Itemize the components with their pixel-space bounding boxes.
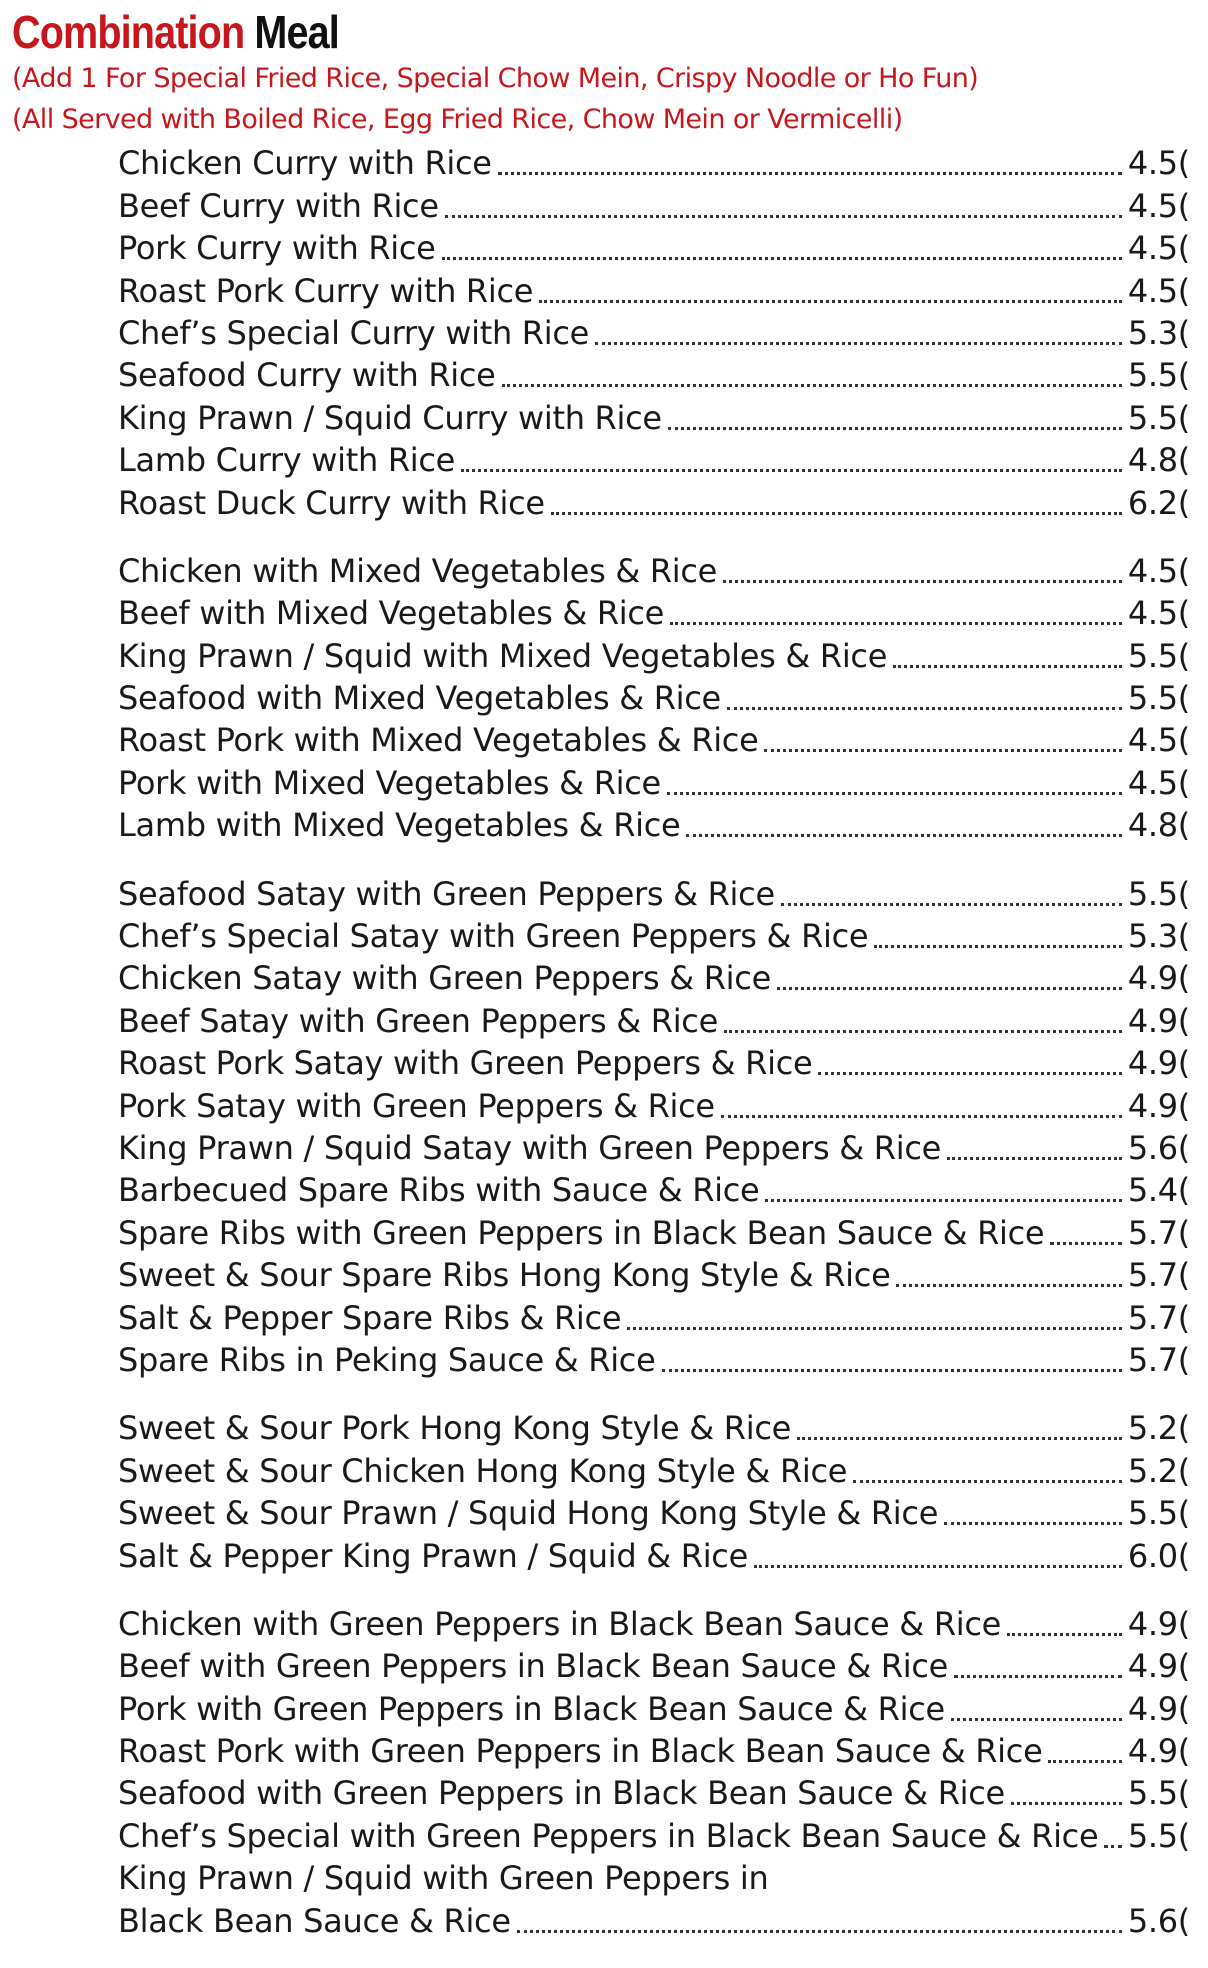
item-price: 4.9( <box>1127 959 1190 998</box>
item-name: King Prawn / Squid Satay with Green Peppers & Rice <box>118 1128 942 1167</box>
note-served-with: (All Served with Boiled Rice, Egg Fried Rice, Chow Mein or Vermicelli) <box>12 104 903 135</box>
menu-item <box>118 1603 1190 1645</box>
dot-leader <box>947 1156 1122 1160</box>
dot-leader <box>627 1326 1122 1330</box>
item-price: 5.5( <box>1127 1816 1190 1855</box>
menu-item <box>118 677 1190 719</box>
menu-list <box>118 142 1190 1968</box>
menu-item <box>118 719 1190 761</box>
menu-item <box>118 481 1190 523</box>
dot-leader <box>721 1114 1122 1118</box>
dot-leader <box>1050 1241 1122 1245</box>
menu-item <box>118 804 1190 846</box>
menu-section <box>118 872 1190 1381</box>
item-name: Barbecued Spare Ribs with Sauce & Rice <box>118 1171 760 1210</box>
menu-item <box>118 634 1190 676</box>
item-name: Chef’s Special Satay with Green Peppers & Rice <box>118 917 869 956</box>
menu-header <box>12 6 1202 140</box>
dot-leader <box>765 1198 1121 1202</box>
menu-item <box>118 1169 1190 1211</box>
menu-item <box>118 957 1190 999</box>
item-name: Chicken Satay with Green Peppers & Rice <box>118 959 771 998</box>
item-price: 5.5( <box>1127 679 1190 718</box>
menu-item <box>118 1407 1190 1449</box>
page-title <box>12 6 1035 58</box>
item-price: 5.5( <box>1127 398 1190 437</box>
menu-item <box>118 1339 1190 1381</box>
menu-item <box>118 1645 1190 1687</box>
item-price: 5.3( <box>1127 313 1190 352</box>
dot-leader <box>1011 1801 1122 1805</box>
item-price: 5.5( <box>1127 636 1190 675</box>
item-price: 5.4( <box>1127 1171 1190 1210</box>
menu-item <box>118 1492 1190 1534</box>
item-name: Seafood with Mixed Vegetables & Rice <box>118 679 721 718</box>
dot-leader <box>777 986 1122 990</box>
menu-section <box>118 142 1190 524</box>
item-price: 4.9( <box>1127 1689 1190 1728</box>
item-name: Roast Pork Satay with Green Peppers & Rice <box>118 1044 813 1083</box>
item-price: 5.2( <box>1127 1451 1190 1490</box>
dot-leader <box>670 621 1122 625</box>
item-price: 5.2( <box>1127 1409 1190 1448</box>
dot-leader <box>442 256 1122 260</box>
menu-item <box>118 142 1190 184</box>
item-name: Seafood Satay with Green Peppers & Rice <box>118 874 775 913</box>
item-name: Roast Pork with Mixed Vegetables & Rice <box>118 721 759 760</box>
item-name: Beef with Mixed Vegetables & Rice <box>118 594 665 633</box>
item-name: Chicken with Green Peppers in Black Bean Sauce & Rice <box>118 1604 1002 1643</box>
dot-leader <box>797 1436 1122 1440</box>
dot-leader <box>754 1564 1122 1568</box>
item-name: Sweet & Sour Spare Ribs Hong Kong Style & Rice <box>118 1256 891 1295</box>
item-price: 6.0( <box>1127 1536 1190 1575</box>
item-name: Sweet & Sour Prawn / Squid Hong Kong Style & Rice <box>118 1494 939 1533</box>
dot-leader <box>1104 1844 1121 1848</box>
item-name: Spare Ribs with Green Peppers in Black Bean Sauce & Rice <box>118 1213 1045 1252</box>
item-name: Beef with Green Peppers in Black Bean Sauce & Rice <box>118 1647 949 1686</box>
dot-leader <box>818 1071 1121 1075</box>
item-price: 4.5( <box>1127 721 1190 760</box>
menu-item <box>118 1772 1190 1814</box>
menu-item <box>118 1857 1190 1899</box>
menu-item <box>118 1687 1190 1729</box>
menu-item <box>118 761 1190 803</box>
dot-leader <box>781 902 1122 906</box>
item-name: Roast Pork Curry with Rice <box>118 271 534 310</box>
item-price: 5.5( <box>1127 1774 1190 1813</box>
item-name: Chef’s Special Curry with Rice <box>118 313 590 352</box>
menu-item <box>118 1084 1190 1126</box>
menu-item <box>118 1449 1190 1491</box>
dot-leader <box>668 426 1122 430</box>
item-price: 5.5( <box>1127 874 1190 913</box>
note-upgrade: (Add 1 For Special Fried Rice, Special Chow Mein, Crispy Noodle or Ho Fun) <box>12 63 979 94</box>
item-name: Pork with Mixed Vegetables & Rice <box>118 763 661 802</box>
menu-item <box>118 999 1190 1041</box>
menu-item <box>118 227 1190 269</box>
dot-leader <box>517 1929 1122 1933</box>
menu-item <box>118 354 1190 396</box>
menu-item-continuation <box>118 1899 1190 1941</box>
dot-leader <box>686 833 1121 837</box>
menu-item <box>118 1296 1190 1338</box>
dot-leader <box>662 1368 1122 1372</box>
menu-item <box>118 269 1190 311</box>
title-black-word: Meal <box>254 6 339 58</box>
dot-leader <box>498 171 1122 175</box>
menu-item <box>118 396 1190 438</box>
item-price: 5.6( <box>1127 1128 1190 1167</box>
item-name: Chicken with Mixed Vegetables & Rice <box>118 551 718 590</box>
item-price: 4.5( <box>1127 144 1190 183</box>
item-price: 5.3( <box>1127 917 1190 956</box>
dot-leader <box>896 1283 1121 1287</box>
item-price: 5.5( <box>1127 1494 1190 1533</box>
item-name: Beef Curry with Rice <box>118 186 439 225</box>
item-price: 4.5( <box>1127 594 1190 633</box>
dot-leader <box>595 341 1122 345</box>
menu-item <box>118 1211 1190 1253</box>
item-name: Salt & Pepper King Prawn / Squid & Rice <box>118 1536 748 1575</box>
item-name: Pork Satay with Green Peppers & Rice <box>118 1086 715 1125</box>
menu-item <box>118 1534 1190 1576</box>
dot-leader <box>1007 1632 1122 1636</box>
item-name: Chef’s Special with Green Peppers in Black Bean Sauce & Rice <box>118 1816 1099 1855</box>
item-price: 4.9( <box>1127 1647 1190 1686</box>
dot-leader <box>445 214 1122 218</box>
menu-item <box>118 1127 1190 1169</box>
item-price: 5.7( <box>1127 1298 1190 1337</box>
dot-leader <box>461 468 1122 472</box>
item-price: 4.9( <box>1127 1001 1190 1040</box>
menu-item <box>118 184 1190 226</box>
dot-leader <box>551 511 1122 515</box>
dot-leader <box>502 383 1122 387</box>
menu-item <box>118 550 1190 592</box>
item-name: Sweet & Sour Chicken Hong Kong Style & Rice <box>118 1451 848 1490</box>
dot-leader <box>539 299 1122 303</box>
menu-section <box>118 550 1190 847</box>
dot-leader <box>944 1521 1122 1525</box>
item-price: 4.5( <box>1127 186 1190 225</box>
menu-item <box>118 1042 1190 1084</box>
item-price: 5.7( <box>1127 1256 1190 1295</box>
item-price: 4.5( <box>1127 229 1190 268</box>
item-price: 4.9( <box>1127 1086 1190 1125</box>
item-price: 4.8( <box>1127 806 1190 845</box>
dot-leader <box>723 579 1122 583</box>
item-price: 4.5( <box>1127 271 1190 310</box>
item-name: Chicken Curry with Rice <box>118 144 492 183</box>
item-price: 5.7( <box>1127 1340 1190 1379</box>
menu-section <box>118 1407 1190 1577</box>
item-name: Seafood with Green Peppers in Black Bean Sauce & Rice <box>118 1774 1005 1813</box>
item-name: Roast Duck Curry with Rice <box>118 483 545 522</box>
item-name: Sweet & Sour Pork Hong Kong Style & Rice <box>118 1409 792 1448</box>
dot-leader <box>724 1029 1122 1033</box>
item-name-continuation: Black Bean Sauce & Rice <box>118 1901 511 1940</box>
item-name: King Prawn / Squid Curry with Rice <box>118 398 662 437</box>
item-price: 4.5( <box>1127 551 1190 590</box>
item-name: Salt & Pepper Spare Ribs & Rice <box>118 1298 622 1337</box>
menu-item <box>118 915 1190 957</box>
dot-leader <box>1048 1759 1121 1763</box>
menu-section <box>118 1603 1190 1942</box>
item-price: 5.6( <box>1127 1901 1190 1940</box>
item-price: 4.9( <box>1127 1604 1190 1643</box>
menu-item <box>118 592 1190 634</box>
menu-item <box>118 1730 1190 1772</box>
menu-item <box>118 1254 1190 1296</box>
item-name: Lamb Curry with Rice <box>118 441 456 480</box>
item-price: 6.2( <box>1127 483 1190 522</box>
item-name: Lamb with Mixed Vegetables & Rice <box>118 806 681 845</box>
item-name: Beef Satay with Green Peppers & Rice <box>118 1001 718 1040</box>
menu-item <box>118 312 1190 354</box>
menu-item <box>118 439 1190 481</box>
item-price: 4.9( <box>1127 1732 1190 1771</box>
title-red-word: Combination <box>12 6 245 58</box>
item-price: 5.5( <box>1127 356 1190 395</box>
item-name: Spare Ribs in Peking Sauce & Rice <box>118 1340 656 1379</box>
dot-leader <box>853 1479 1122 1483</box>
menu-item <box>118 1814 1190 1856</box>
dot-leader <box>893 664 1122 668</box>
item-name: Pork Curry with Rice <box>118 229 436 268</box>
menu-item <box>118 872 1190 914</box>
dot-leader <box>874 944 1122 948</box>
item-price: 4.5( <box>1127 763 1190 802</box>
item-price: 4.8( <box>1127 441 1190 480</box>
dot-leader <box>951 1717 1122 1721</box>
dot-leader <box>667 791 1122 795</box>
dot-leader <box>954 1674 1122 1678</box>
item-name: King Prawn / Squid with Green Peppers in <box>118 1859 769 1898</box>
item-price: 4.9( <box>1127 1044 1190 1083</box>
dot-leader <box>727 706 1122 710</box>
item-name: Seafood Curry with Rice <box>118 356 496 395</box>
item-price: 5.7( <box>1127 1213 1190 1252</box>
item-name: Pork with Green Peppers in Black Bean Sauce & Rice <box>118 1689 945 1728</box>
item-name: Roast Pork with Green Peppers in Black Bean Sauce & Rice <box>118 1732 1043 1771</box>
dot-leader <box>764 748 1121 752</box>
item-name: King Prawn / Squid with Mixed Vegetables & Rice <box>118 636 888 675</box>
